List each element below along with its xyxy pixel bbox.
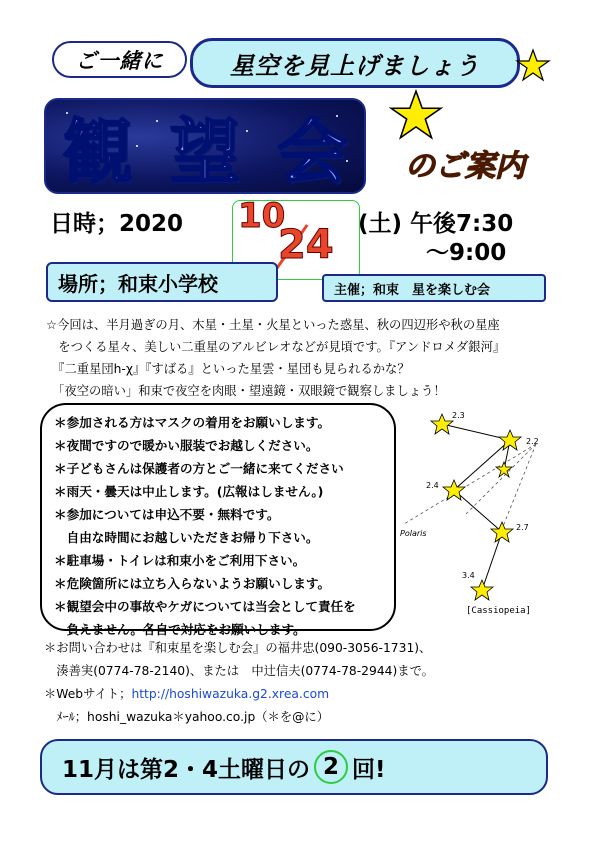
magnitude-label: 2.2	[526, 437, 539, 446]
star-icon	[388, 88, 444, 144]
page-title	[44, 98, 366, 194]
intro-text	[46, 314, 566, 402]
header-banner-right-text: 星空を見上げましょう	[230, 51, 480, 80]
magnitude-label: 2.7	[516, 523, 529, 532]
date-day: 24	[278, 222, 334, 268]
note-item: ＊参加される方はマスクの着用をお願いします。	[54, 415, 331, 430]
contact-line: 湊善実(0774-78-2140)、または 中辻信夫(0774-78-2944)まで。	[44, 664, 434, 678]
note-item: ＊子どもさんは保護者の方とご一緒に来てください	[54, 461, 344, 476]
contact-line: ＊お問い合わせは『和束星を楽しむ会』の福井忠(090-3056-1731)、	[44, 641, 432, 655]
title-char: 観	[62, 110, 133, 193]
note-item: ＊観望会中の事故やケガについては当会として責任を	[54, 599, 356, 614]
time-end: ～9:00	[426, 240, 507, 266]
note-item: ＊夜間ですので暖かい服装でお越しください。	[54, 438, 319, 453]
note-item: 自由な時間にお越しいただきお帰り下さい。	[54, 530, 319, 545]
date-label: 日時；2020	[50, 211, 184, 237]
host-box	[322, 274, 546, 302]
website-label: ＊Webサイト；	[44, 687, 132, 701]
note-item: ＊参加については申込不要・無料です。	[54, 507, 280, 522]
star-icon	[496, 462, 512, 477]
notes-box	[40, 403, 396, 637]
website-link[interactable]: http://hoshiwazuka.g2.xrea.com	[131, 687, 330, 701]
header-banner-right	[190, 38, 520, 88]
host-text: 主催；和束 星を楽しむ会	[334, 282, 491, 298]
note-item: 負えません。各自で対応をお願いします。	[54, 622, 306, 637]
crescent-moon-icon	[258, 100, 288, 134]
header-banner-left	[52, 41, 187, 78]
title-char: 会	[277, 110, 348, 193]
circled-number: 2	[314, 750, 348, 784]
magnitude-label: 2.4	[426, 481, 439, 490]
title-char: 望	[169, 110, 240, 193]
star-icon	[471, 580, 493, 600]
website-line	[44, 683, 434, 706]
time-start: 午後7:30	[410, 211, 514, 237]
contact-info	[44, 637, 434, 729]
note-item: ＊危険箇所には立ち入らないようお願いします。	[54, 576, 331, 591]
intro-line: 『二重星団h-χ』『すばる』といった星雲・星団も見られるかな？	[46, 362, 410, 376]
footer-text-after: 回!	[352, 756, 386, 783]
constellation-name: [Cassiopeia]	[466, 606, 532, 616]
polaris-label: Polaris	[400, 529, 427, 538]
note-item: ＊駐車場・トイレは和束小をご利用下さい。	[54, 553, 306, 568]
footer-text-before: 11月は第2・4土曜日の	[62, 756, 311, 783]
place-box	[46, 262, 278, 302]
note-item: ＊雨天・曇天は中止します。(広報はしません。)	[54, 484, 324, 499]
header-banner-left-text: ご一緒に	[75, 48, 164, 73]
star-icon	[431, 414, 453, 434]
place-text: 場所；和束小学校	[58, 271, 218, 296]
title-suffix: のご案内	[405, 149, 525, 184]
footer-banner	[40, 739, 548, 795]
mail-line: ﾒｰﾙ；hoshi_wazuka＊yahoo.co.jp（＊を@に）	[44, 710, 330, 724]
intro-line: 「夜空の暗い」和束で夜空を肉眼・望遠鏡・双眼鏡で観察しましょう！	[46, 384, 446, 398]
date-weekday: (土)	[358, 211, 403, 237]
intro-line: をつくる星々、美しい二重星のアルビレオなどが見頃です。『アンドロメダ銀河』	[46, 340, 506, 354]
cassiopeia-diagram	[396, 404, 556, 610]
intro-line: ☆今回は、半月過ぎの月、木星・土星・火星といった惑星、秋の四辺形や秋の星座	[46, 318, 500, 332]
star-icon	[515, 48, 551, 84]
magnitude-label: 2.3	[452, 411, 465, 420]
date-month: 10	[238, 196, 286, 236]
magnitude-label: 3.4	[462, 571, 475, 580]
